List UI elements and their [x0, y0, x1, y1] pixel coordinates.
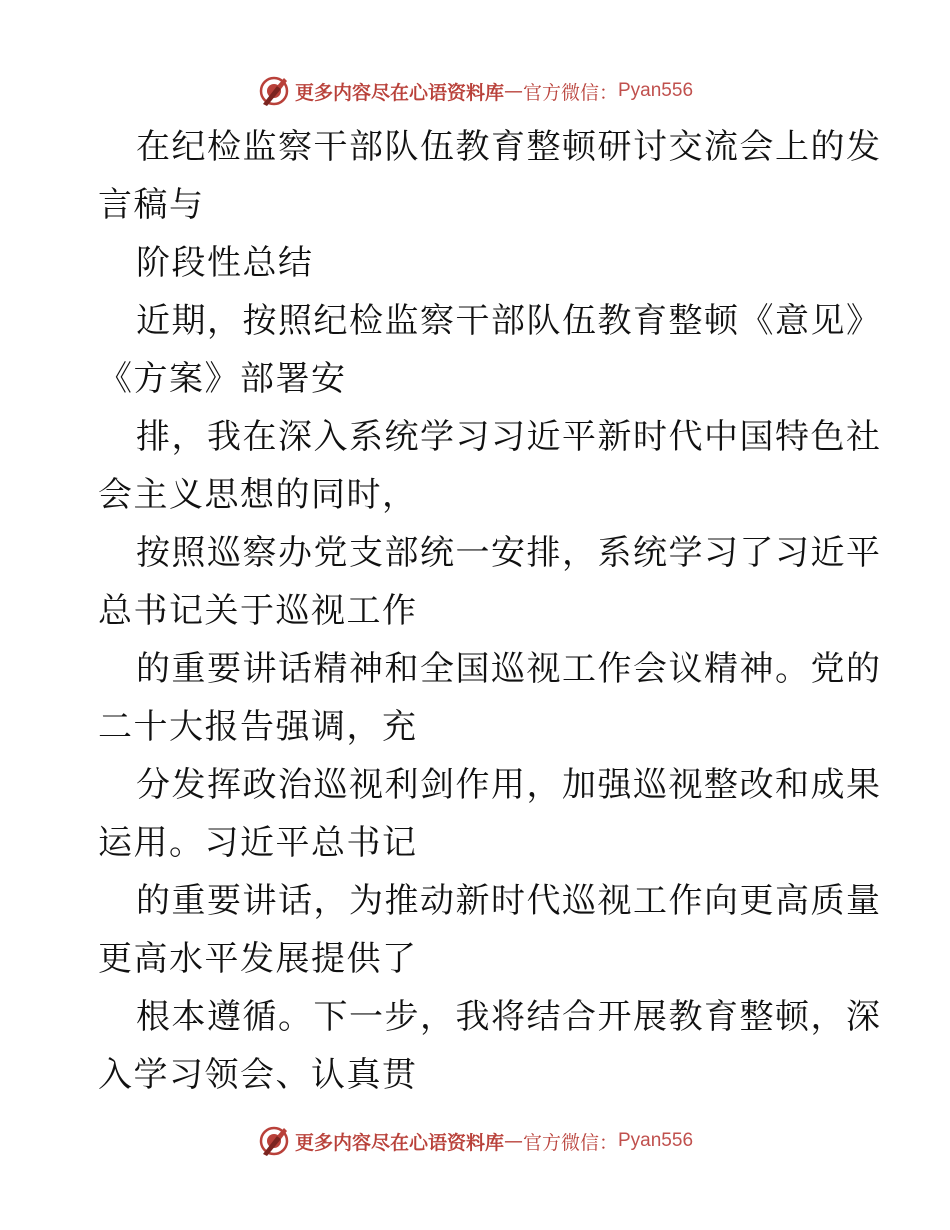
- text-line: 的重要讲话精神和全国巡视工作会议精神。党的: [136, 649, 882, 689]
- text-line: 二十大报告强调，充: [98, 707, 418, 747]
- text-line: 阶段性总结: [136, 243, 314, 283]
- watermark-dash: —: [503, 80, 523, 102]
- text-line: 根本遵循。下一步，我将结合开展教育整顿，深: [136, 997, 882, 1037]
- watermark-wechat-label: 官方微信：: [522, 81, 618, 104]
- header-watermark: [0, 74, 950, 108]
- watermark-wechat-label: 官方微信：: [522, 1131, 618, 1154]
- footer-watermark: [0, 1124, 950, 1158]
- text-line: 会主义思想的同时，: [98, 475, 418, 515]
- text-line: 按照巡察办党支部统一安排，系统学习了习近平: [136, 533, 882, 573]
- watermark-title: 更多内容尽在心语资料库: [294, 1131, 504, 1154]
- text-line: 总书记关于巡视工作: [98, 591, 418, 631]
- document-body: [98, 118, 882, 1104]
- text-line: 《方案》部署安: [98, 359, 347, 399]
- text-line: 近期，按照纪检监察干部队伍教育整顿《意见》: [136, 301, 882, 341]
- pen-logo-icon: [257, 1124, 291, 1158]
- text-line: 排，我在深入系统学习习近平新时代中国特色社: [136, 417, 882, 457]
- text-line: 在纪检监察干部队伍教育整顿研讨交流会上的发: [136, 127, 882, 167]
- text-line: 运用。习近平总书记: [98, 823, 418, 863]
- text-line: 的重要讲话，为推动新时代巡视工作向更高质量: [136, 881, 882, 921]
- pen-logo-icon: [257, 74, 291, 108]
- watermark-dash: —: [503, 1130, 523, 1152]
- watermark-wechat-id: Pyan556: [618, 80, 694, 101]
- watermark-wechat-id: Pyan556: [618, 1130, 694, 1151]
- text-line: 言稿与: [98, 185, 205, 225]
- text-line: 分发挥政治巡视利剑作用，加强巡视整改和成果: [136, 765, 882, 805]
- text-line: 更高水平发展提供了: [98, 939, 418, 979]
- text-line: 入学习领会、认真贯: [98, 1055, 418, 1095]
- watermark-title: 更多内容尽在心语资料库: [294, 81, 504, 104]
